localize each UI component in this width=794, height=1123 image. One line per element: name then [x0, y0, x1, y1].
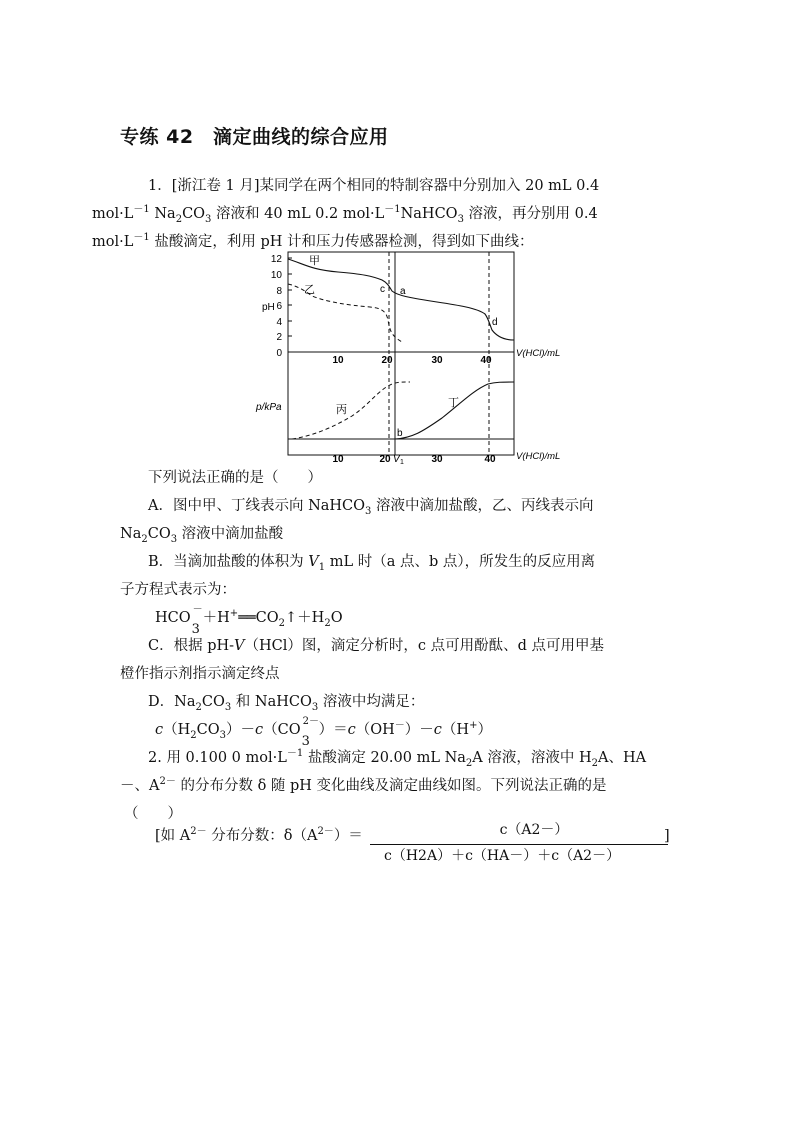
bottom-xtick-40: 40 — [484, 454, 496, 464]
bottom-x-axis-label: V(HCl)/mL — [516, 451, 561, 462]
page-title: 专练 42 滴定曲线的综合应用 — [120, 126, 389, 148]
q1-stem: 1．[浙江卷 1 月]某同学在两个相同的特制容器中分别加入 20 mL 0.4 $mol\cdot L^{-1}$ $Na_2CO_3$ 溶液和 40 mL 0.2 $mol\cdot L^{-1}NaHCO_3$ 溶液，再分别用 0.4 $mol\cdot L^{-1}$ 盐酸滴定，利用 pH 计和压力传感器检测，得到如下曲线： — [92, 178, 600, 250]
point-c: c — [380, 284, 385, 295]
pressure-panel-frame — [288, 352, 514, 455]
ph-axis-label: pH — [262, 302, 275, 313]
bottom-xtick-20: 20 — [379, 454, 391, 464]
label-bing: 丙 — [336, 404, 347, 416]
option-c-line2: 橙作指示剂指示滴定终点 — [120, 666, 280, 682]
distribution-fraction — [370, 820, 668, 867]
note-bracket: ] — [664, 828, 670, 844]
label-yi: 乙 — [304, 284, 315, 296]
q2-line2: －、$A^{2-}$ 的分布分数 δ 随 pH 变化曲线及滴定曲线如图。下列说法正确的是 — [120, 776, 607, 794]
q2-note: [如 $A^{2-}$ 分布分数：$\delta(A^{2-})=$ — [155, 826, 363, 844]
top-xtick-10: 10 — [332, 355, 344, 366]
option-b-line1: B．当滴加盐酸的体积为 $V_1$ mL 时（a 点、b 点），所发生的反应用离 — [148, 554, 596, 573]
option-a-line1: A．图中甲、丁线表示向 NaHCO$_3$ 溶液中滴加盐酸，乙、丙线表示向 — [148, 498, 594, 517]
top-xtick-40: 40 — [480, 355, 492, 366]
ph-panel-frame — [288, 252, 514, 352]
titration-figure — [252, 250, 572, 464]
label-ding: 丁 — [448, 397, 459, 409]
option-d-equation: $c(H_2CO_3)-c(CO$ 2－ 3 ）＝c（OH－）－c（H+） — [155, 716, 492, 749]
q2-line3: （ ） — [124, 806, 182, 822]
top-xtick-20: 20 — [381, 355, 393, 366]
option-b-line2: 子方程式表示为： — [120, 582, 236, 598]
option-c-line1: C．根据 pH-V（HCl）图，滴定分析时，c 点可用酚酞、d 点可用甲基 — [148, 638, 605, 654]
ph-tick-0: 0 — [276, 348, 282, 359]
ph-tick-10: 10 — [270, 270, 282, 281]
point-b: b — [397, 428, 403, 439]
option-b-equation: HCO － 3 $+H^+══CO_2↑+H_2O$ — [155, 604, 343, 637]
ph-tick-12: 12 — [270, 254, 282, 265]
bottom-xtick-30: 30 — [431, 454, 443, 464]
top-x-axis-label: V(HCl)/mL — [516, 348, 561, 359]
label-jia: 甲 — [309, 255, 320, 267]
v1-label: V — [393, 454, 400, 464]
option-a-line2: $Na_2CO_3$ 溶液中滴加盐酸 — [120, 526, 284, 545]
ph-tick-6: 6 — [276, 301, 282, 312]
ph-tick-8: 8 — [276, 286, 282, 297]
fraction-denominator: c（H2A）＋c（HA－）＋c（A2－） — [384, 848, 621, 864]
ph-tick-2: 2 — [276, 332, 282, 343]
curve-bing — [292, 382, 410, 439]
pressure-axis-label: p/kPa — [256, 402, 282, 413]
point-a: a — [400, 286, 406, 297]
ph-tick-4: 4 — [276, 317, 282, 328]
bottom-xtick-10: 10 — [332, 454, 344, 464]
q1-prompt: 下列说法正确的是（ ） — [148, 470, 322, 486]
curve-ding — [395, 382, 514, 439]
option-d-line1: D．$Na_2CO_3$ 和 NaHCO$_3$ 溶液中均满足： — [148, 694, 425, 713]
fraction-numerator: c（A2－） — [499, 822, 569, 838]
point-d: d — [492, 317, 498, 328]
q2-line1: 2. 用 0.100 0 $mol\cdot L^{-1}$ 盐酸滴定 20.00 mL $Na_2A$ 溶液，溶液中 $H_2A$、HA — [148, 748, 647, 769]
top-xtick-30: 30 — [431, 355, 443, 366]
v1-sub: 1 — [400, 459, 404, 464]
